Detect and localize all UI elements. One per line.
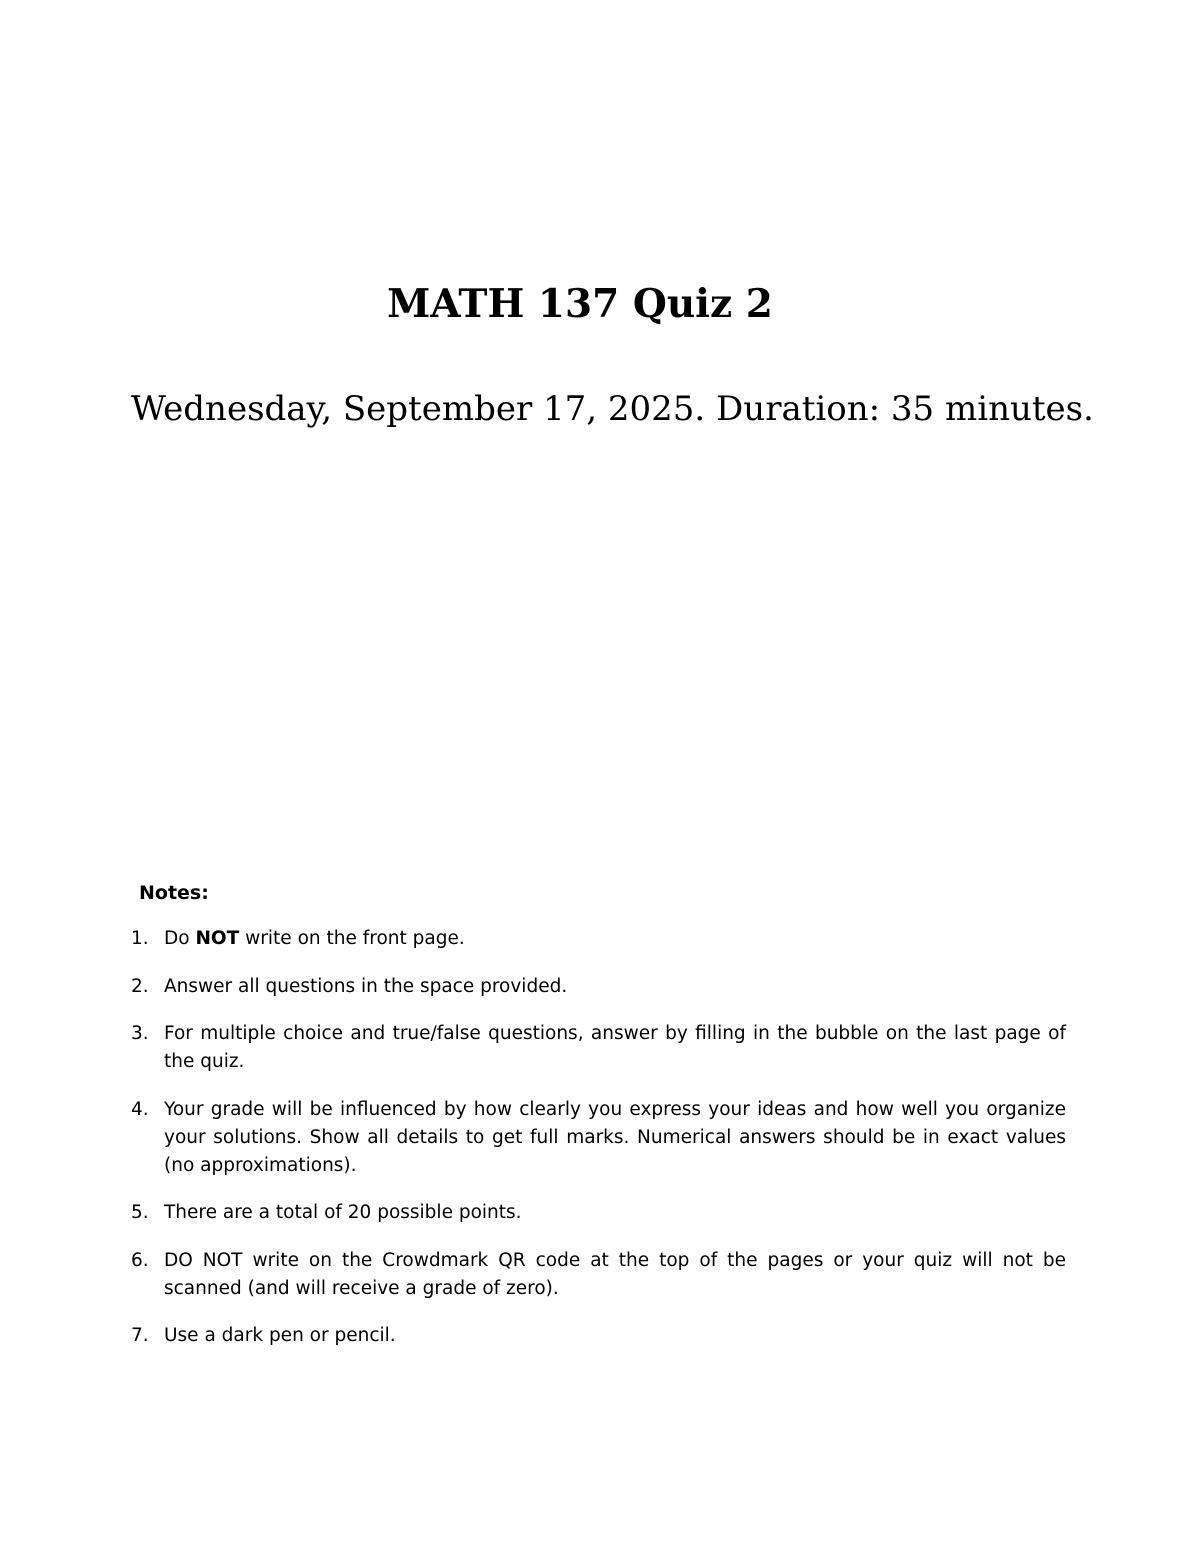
note-text: Use a dark pen or pencil. [164, 1325, 396, 1346]
note-number: 2. [131, 975, 149, 997]
note-item-7 [131, 1322, 1066, 1350]
note-item-1 [131, 925, 1066, 953]
page-title: MATH 137 Quiz 2 [387, 281, 773, 327]
note-text: There are a total of 20 possible points. [164, 1202, 522, 1223]
note-text: For multiple choice and true/false questions, answer by filling in the bubble on the last page of the quiz. [164, 1023, 1066, 1072]
note-text-before: Do [164, 928, 196, 949]
note-number: 4. [131, 1098, 149, 1120]
note-text: Your grade will be influenced by how clearly you express your ideas and how well you organize your solutions. Show all details to get full marks. Numerical answers should be in exact values (no approximations). [164, 1098, 1066, 1176]
note-number: 3. [131, 1023, 149, 1044]
note-text-after: write on the front page. [239, 928, 465, 949]
note-text [164, 925, 1066, 953]
note-number: 6. [131, 1249, 149, 1271]
note-item-2 [131, 973, 1066, 1001]
note-number: 5. [131, 1202, 149, 1223]
note-emphasis: NOT [195, 928, 240, 949]
note-item-6 [131, 1247, 1066, 1303]
note-number: 7. [131, 1325, 149, 1346]
note-text: DO NOT write on the Crowdmark QR code at the top of the pages or your quiz will not be scanned (and will receive a grade of zero). [164, 1249, 1066, 1299]
note-item-5 [131, 1199, 1066, 1227]
notes-list [131, 925, 1066, 1370]
note-text: Answer all questions in the space provided. [164, 975, 568, 997]
note-item-4 [131, 1096, 1066, 1180]
quiz-date-duration: Wednesday, September 17, 2025. Duration: 35 minutes. [131, 389, 1094, 429]
note-number: 1. [131, 928, 149, 949]
notes-heading: Notes: [139, 882, 209, 904]
note-item-3 [131, 1020, 1066, 1076]
